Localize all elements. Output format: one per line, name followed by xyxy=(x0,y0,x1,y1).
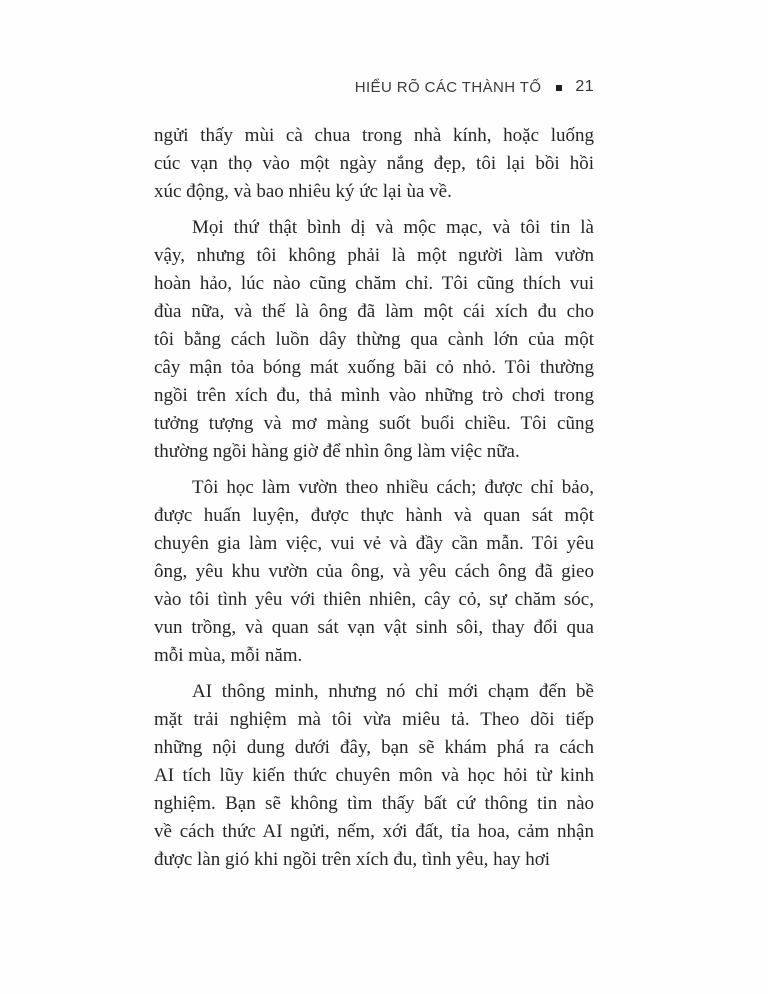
text-line: chuyên gia làm việc, vui vẻ và đầy cần mẫn. Tôi yêu xyxy=(154,533,594,554)
text-line: mặt trải nghiệm mà tôi vừa miêu tả. Theo dõi tiếp xyxy=(154,709,594,730)
text-line: vun trồng, và quan sát vạn vật sinh sôi, thay đổi qua xyxy=(154,617,594,638)
paragraph xyxy=(154,678,594,874)
text-line: vậy, nhưng tôi không phải là một người làm vườn xyxy=(154,245,594,266)
text-line: nghiệm. Bạn sẽ không tìm thấy bất cứ thông tin nào xyxy=(154,793,594,814)
text-line: cúc vạn thọ vào một ngày nắng đẹp, tôi lại bồi hồi xyxy=(154,153,594,174)
text-line: Tôi học làm vườn theo nhiều cách; được chỉ bảo, xyxy=(192,477,594,498)
text-line: cây mận tỏa bóng mát xuống bãi cỏ nhỏ. Tôi thường xyxy=(154,357,594,378)
body-text xyxy=(154,122,594,882)
text-line: vào tôi tình yêu với thiên nhiên, cây cỏ, sự chăm sóc, xyxy=(154,589,594,610)
text-line: AI tích lũy kiến thức chuyên môn và học hỏi từ kinh xyxy=(154,765,594,786)
text-line: xúc động, và bao nhiêu ký ức lại ùa về. xyxy=(154,181,452,202)
paragraph xyxy=(154,122,594,206)
page-number: 21 xyxy=(575,78,594,95)
text-line: AI thông minh, nhưng nó chỉ mới chạm đến bề xyxy=(192,681,594,702)
text-line: ngồi trên xích đu, thả mình vào những trò chơi trong xyxy=(154,385,594,406)
running-header xyxy=(154,78,594,96)
text-line: hoàn hảo, lúc nào cũng chăm chỉ. Tôi cũng thích vui xyxy=(154,273,594,294)
text-line: thường ngồi hàng giờ để nhìn ông làm việc nữa. xyxy=(154,441,520,462)
text-line: đùa nữa, và thế là ông đã làm một cái xích đu cho xyxy=(154,301,594,322)
text-line: những nội dung dưới đây, bạn sẽ khám phá ra cách xyxy=(154,737,594,758)
text-line: tưởng tượng và mơ màng suốt buổi chiều. Tôi cũng xyxy=(154,413,594,434)
text-line: được làn gió khi ngồi trên xích đu, tình yêu, hay hơi xyxy=(154,849,551,870)
square-bullet-icon xyxy=(556,85,562,91)
chapter-title: HIỂU RÕ CÁC THÀNH TỐ xyxy=(354,78,542,96)
paragraph xyxy=(154,474,594,670)
text-line: tôi bằng cách luồn dây thừng qua cành lớn của một xyxy=(154,329,594,350)
text-line: về cách thức AI ngửi, nếm, xới đất, tỉa hoa, cảm nhận xyxy=(154,821,594,842)
text-line: mỗi mùa, mỗi năm. xyxy=(154,645,303,666)
text-line: ông, yêu khu vườn của ông, và yêu cách ông đã gieo xyxy=(154,561,594,582)
text-line: được huấn luyện, được thực hành và quan sát một xyxy=(154,505,594,526)
text-line: Mọi thứ thật bình dị và mộc mạc, và tôi tin là xyxy=(192,217,594,238)
text-line: ngửi thấy mùi cà chua trong nhà kính, hoặc luống xyxy=(154,125,594,146)
paragraph xyxy=(154,214,594,466)
